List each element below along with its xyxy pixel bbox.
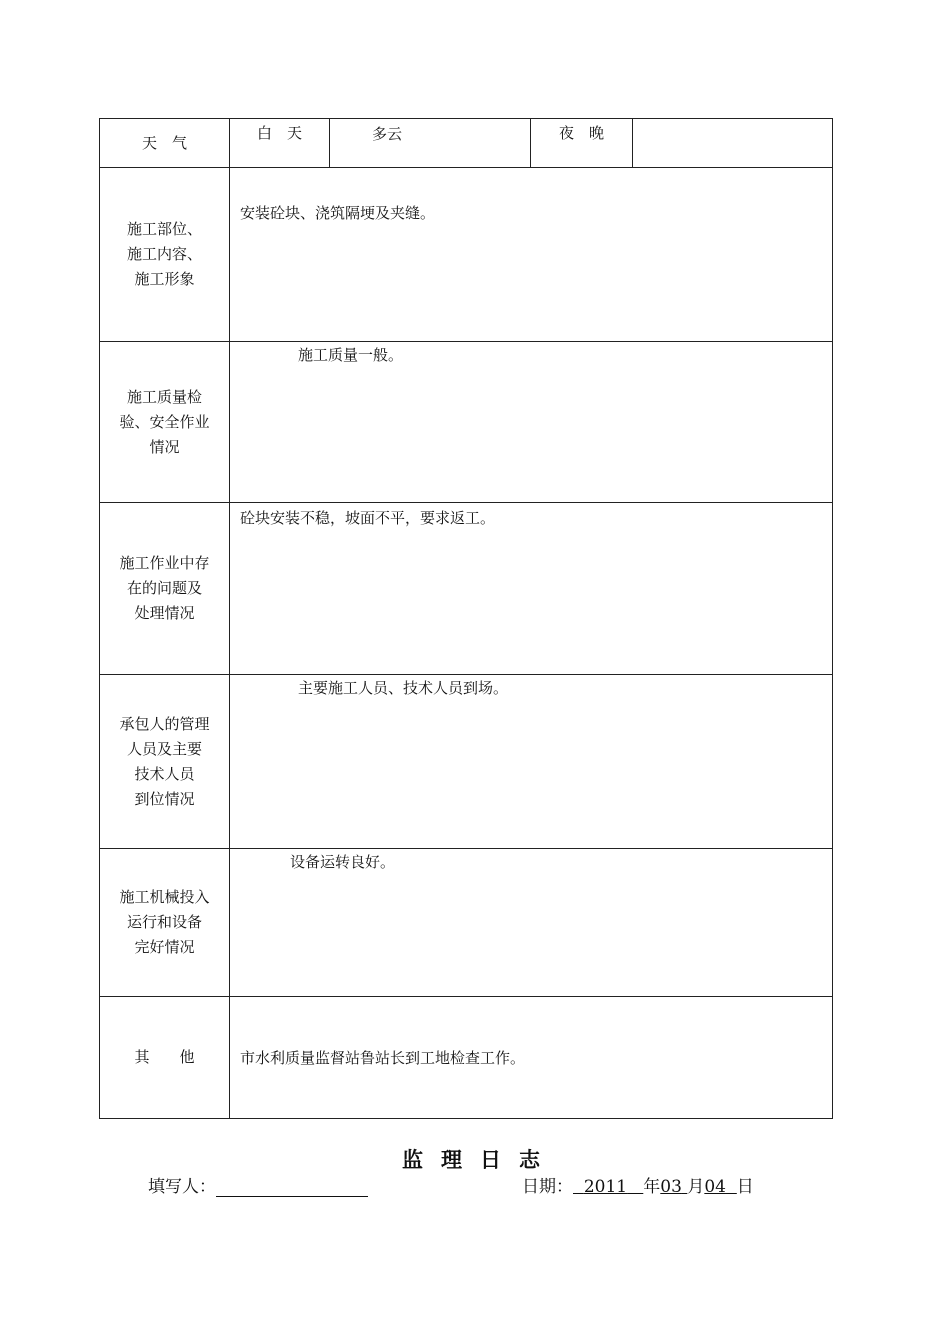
machinery-row xyxy=(100,849,833,997)
personnel-row xyxy=(100,675,833,849)
label-line: 到位情况 xyxy=(134,789,195,808)
construction-part-row xyxy=(100,168,833,342)
quality-safety-content xyxy=(230,342,833,503)
day-label-text: 白 天 xyxy=(256,123,302,142)
label-line: 其 他 xyxy=(134,1048,195,1066)
problems-label xyxy=(100,503,230,675)
date-day-text: 04 xyxy=(704,1177,726,1197)
date-month xyxy=(660,1177,687,1197)
weather-row xyxy=(100,119,833,168)
log-title xyxy=(0,1144,950,1174)
date-day xyxy=(704,1177,736,1197)
personnel-label xyxy=(100,675,230,849)
date-day-unit: 日 xyxy=(736,1177,754,1197)
problems-content xyxy=(230,503,833,675)
label-line: 运行和设备 xyxy=(126,913,202,931)
problems-text: 砼块安装不稳，坡面不平，要求返工。 xyxy=(240,509,496,527)
day-label xyxy=(230,119,330,168)
label-line: 处理情况 xyxy=(134,604,195,622)
label-line: 施工内容、 xyxy=(126,245,202,263)
filler-value xyxy=(216,1178,368,1197)
weather-label: 天 气 xyxy=(100,119,230,168)
quality-safety-row xyxy=(100,342,833,503)
personnel-text: 主要施工人员、技术人员到场。 xyxy=(298,679,509,697)
label-line: 技术人员 xyxy=(134,764,195,783)
construction-part-label xyxy=(100,168,230,342)
other-content xyxy=(230,997,833,1119)
date-year-unit: 年 xyxy=(643,1177,661,1197)
label-line: 施工部位、 xyxy=(126,220,202,238)
date-field xyxy=(522,1172,754,1197)
day-weather-text: 多云 xyxy=(372,124,403,143)
machinery-label xyxy=(100,849,230,997)
label-line: 承包人的管理 xyxy=(119,714,210,733)
label-line: 验、安全作业 xyxy=(119,412,210,431)
other-label xyxy=(100,997,230,1119)
personnel-content xyxy=(230,675,833,849)
construction-part-content xyxy=(230,168,833,342)
other-text: 市水利质量监督站鲁站长到工地检查工作。 xyxy=(240,1049,526,1067)
night-label xyxy=(531,119,633,168)
construction-part-text: 安装砼块、浇筑隔埂及夹缝。 xyxy=(240,204,436,222)
date-year-text: 2011 xyxy=(583,1177,628,1197)
filler-field xyxy=(148,1172,368,1197)
day-weather-value xyxy=(330,119,531,168)
machinery-text: 设备运转良好。 xyxy=(290,853,396,871)
quality-safety-label xyxy=(100,342,230,503)
machinery-content xyxy=(230,849,833,997)
problems-row xyxy=(100,503,833,675)
date-label: 日期： xyxy=(522,1177,573,1197)
label-line: 施工形象 xyxy=(134,270,195,288)
date-year xyxy=(573,1177,643,1197)
label-line: 人员及主要 xyxy=(126,739,202,758)
date-month-text: 03 xyxy=(660,1177,682,1197)
log-title-text: 监理日志 xyxy=(402,1147,558,1172)
label-line: 施工机械投入 xyxy=(119,888,210,906)
label-line: 施工质量检 xyxy=(126,387,202,406)
other-row xyxy=(100,997,833,1119)
quality-safety-text: 施工质量一般。 xyxy=(298,346,404,364)
filler-label: 填写人： xyxy=(148,1177,216,1197)
night-label-text: 夜 晚 xyxy=(558,123,604,142)
label-line: 完好情况 xyxy=(134,938,195,956)
date-month-unit: 月 xyxy=(687,1177,705,1197)
label-line: 施工作业中存 xyxy=(119,554,210,572)
supervision-log-table xyxy=(99,118,833,1119)
label-line: 在的问题及 xyxy=(126,579,202,597)
label-line: 情况 xyxy=(149,437,180,456)
night-weather-value xyxy=(633,119,833,168)
